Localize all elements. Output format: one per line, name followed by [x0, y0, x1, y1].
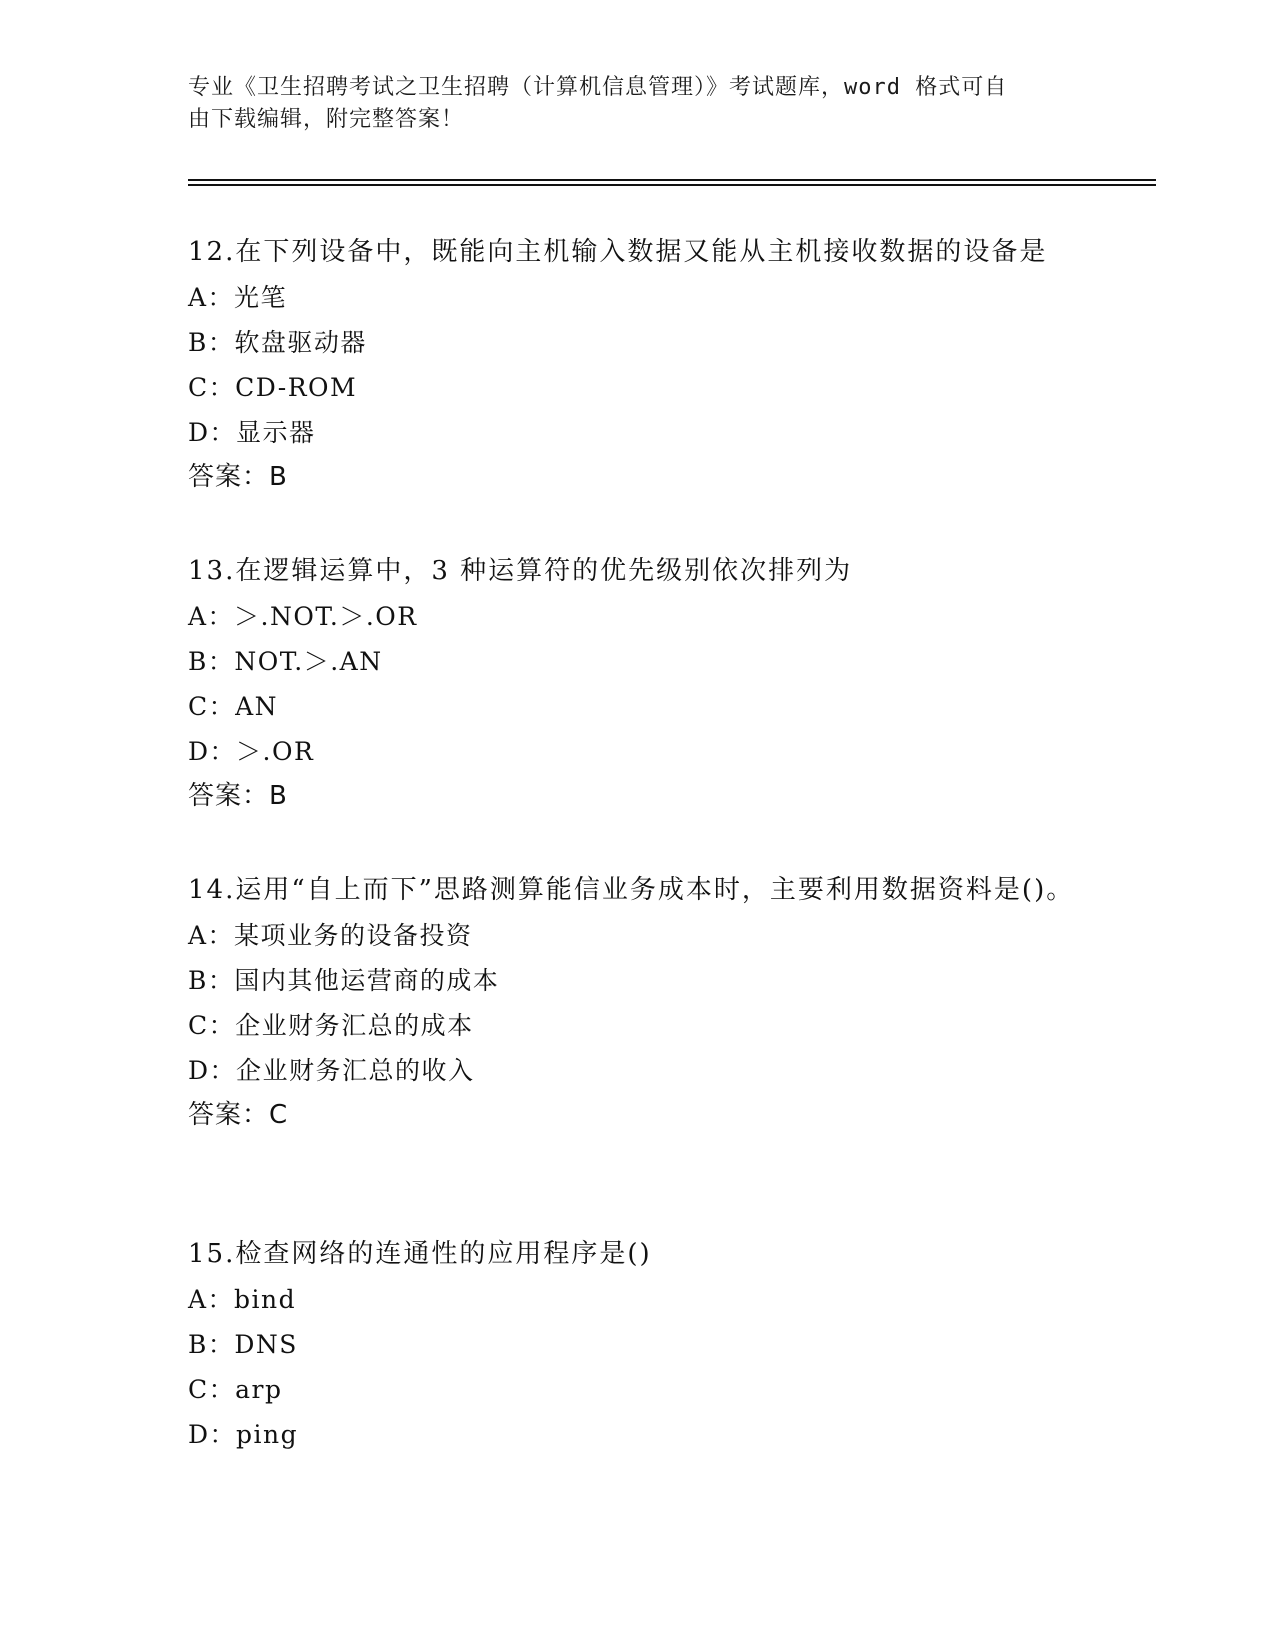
question-stem: 12.在下列设备中，既能向主机输入数据又能从主机接收数据的设备是: [188, 237, 1048, 267]
option-b: B：NOT.＞.AN: [188, 647, 383, 676]
question-stem: 13.在逻辑运算中，3 种运算符的优先级别依次排列为: [188, 556, 853, 586]
header-line-1: 专业《卫生招聘考试之卫生招聘（计算机信息管理）》考试题库，word 格式可自: [188, 75, 1008, 100]
option-d: D：ping: [188, 1420, 299, 1449]
header-line-2: 由下载编辑，附完整答案！: [188, 107, 465, 132]
question-stem: 14.运用“自上而下”思路测算能信业务成本时，主要利用数据资料是()。: [188, 875, 1075, 905]
header-divider-bottom: [188, 184, 1156, 186]
option-a: A：光笔: [188, 283, 288, 312]
document-header: [188, 72, 1078, 136]
header-divider-top: [188, 179, 1156, 181]
answer: 答案：C: [188, 1100, 289, 1130]
option-c: C：arp: [188, 1375, 283, 1404]
option-c: C：AN: [188, 692, 279, 721]
option-c: C：CD-ROM: [188, 373, 358, 402]
option-c: C：企业财务汇总的成本: [188, 1011, 474, 1040]
option-a: A：＞.NOT.＞.OR: [188, 602, 418, 631]
question-stem: 15.检查网络的连通性的应用程序是(): [188, 1239, 652, 1269]
question-12: [188, 230, 1088, 500]
question-15: [188, 1232, 1088, 1457]
option-a: A：某项业务的设备投资: [188, 921, 473, 950]
answer: 答案：B: [188, 781, 288, 811]
option-d: D：＞.OR: [188, 737, 315, 766]
option-b: B：DNS: [188, 1330, 298, 1359]
answer: 答案：B: [188, 462, 288, 492]
option-d: D：显示器: [188, 418, 316, 447]
question-14: [188, 868, 1088, 1138]
option-d: D：企业财务汇总的收入: [188, 1056, 475, 1085]
option-a: A：bind: [188, 1285, 297, 1314]
question-13: [188, 549, 1088, 819]
option-b: B：软盘驱动器: [188, 328, 367, 357]
option-b: B：国内其他运营商的成本: [188, 966, 500, 995]
